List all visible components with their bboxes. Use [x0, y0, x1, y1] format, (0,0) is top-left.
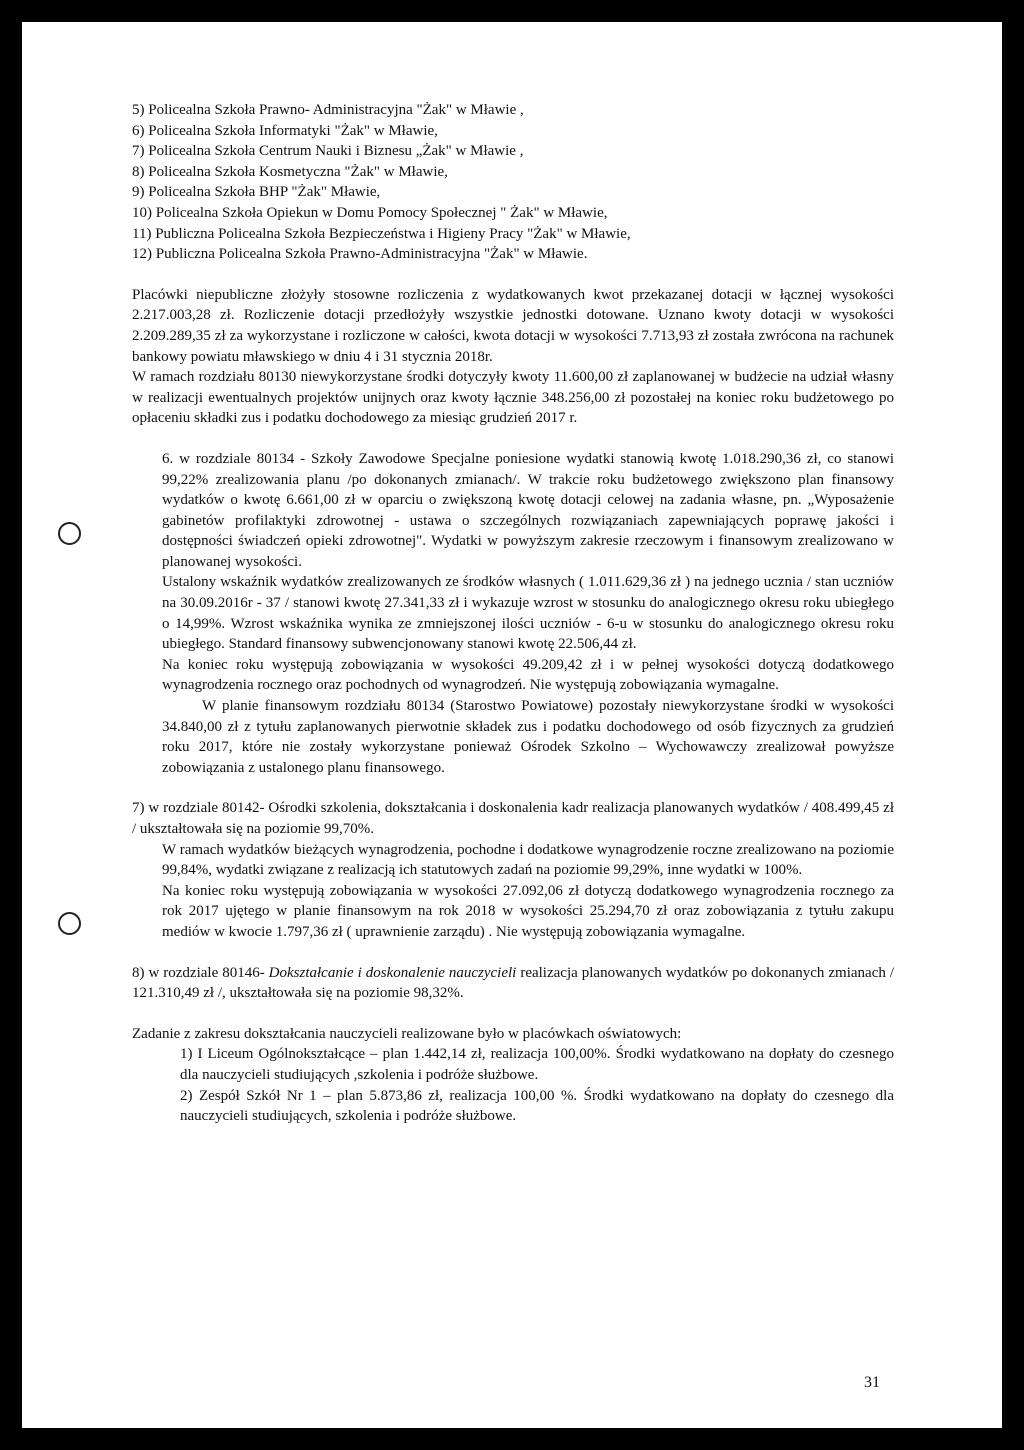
zadanie-item: 1) I Liceum Ogólnokształcące – plan 1.442,14 zł, realizacja 100,00%. Środki wydatkowano na dopłaty do czesnego dla nauczycieli studiujących ,szkolenia i podróże służbowe. — [180, 1046, 894, 1083]
section-6-paragraph: Na koniec roku występują zobowiązania w wysokości 49.209,42 zł i w pełnej wysokości dotyczą dodatkowego wynagrodzenia rocznego oraz pochodnych od wynagrodzeń. Nie występują zobowiązania wymagalne. — [162, 656, 894, 694]
document-body — [132, 100, 894, 1127]
section-6-paragraph: W planie finansowym rozdziału 80134 (Starostwo Powiatowe) pozostały niewykorzystane środki w wysokości 34.840,00 zł z tytułu zaplanowanych pierwotnie składek zus i podatku dochodowego od osób fizycznych za grudzień roku 2017, które nie zostały wykorzystane ponieważ Ośrodek Szkolno – Wychowawczy zrealizował powyższe zobowiązania z ustalonego planu finansowego. — [162, 698, 894, 776]
section-6-paragraph: Ustalony wskaźnik wydatków zrealizowanych ze środków własnych ( 1.011.629,36 zł ) na jednego ucznia / stan uczniów na 30.09.2016r - 37 / stanowi kwotę 27.341,33 zł i wykazuje wzrost w stosunku do analogicznego okresu roku ubiegłego o 14,99%. Wzrost wskaźnika wynika ze zmniejszonej ilości uczniów - 6-u w stosunku do analogicznego okresu roku ubiegłego. Standard finansowy subwencjonowany stanowi kwotę 22.506,44 zł. — [162, 574, 894, 653]
list-item: 8) Policealna Szkoła Kosmetyczna "Żak" w Mławie, — [132, 163, 448, 180]
paragraph-settlement: Placówki niepubliczne złożyły stosowne rozliczenia z wydatkowanych kwot przekazanej dotacji w łącznej wysokości 2.217.003,28 zł. Rozliczenie dotacji przedłożyły wszystkie jednostki dotowane. Uznano kwoty dotacji w wysokości 2.209.289,35 zł za wykorzystane i rozliczone w całości, kwota dotacji w wysokości 7.713,93 zł została zwrócona na rachunek bankowy powiatu mławskiego w dniu 4 i 31 stycznia 2018r. — [132, 286, 894, 365]
section-7-paragraph: 7) w rozdziale 80142- Ośrodki szkolenia, dokształcania i doskonalenia kadr realizacja planowanych wydatków / 408.499,45 zł / ukształtowała się na poziomie 99,70%. — [132, 800, 894, 837]
list-item: 11) Publiczna Policealna Szkoła Bezpieczeństwa i Higieny Pracy "Żak" w Mławie, — [132, 225, 631, 242]
section-8 — [132, 963, 894, 1004]
paragraph-80130: W ramach rozdziału 80130 niewykorzystane środki dotyczyły kwoty 11.600,00 zł zaplanowanej w budżecie na udział własny w realizacji ewentualnych projektów unijnych oraz kwoty łącznie 348.256,00 zł pozostałej na koniec roku budżetowego po opłaceniu składki zus i podatku dochodowego za miesiąc grudzień 2017 r. — [132, 369, 894, 427]
list-item: 9) Policealna Szkoła BHP "Żak" Mławie, — [132, 184, 381, 201]
section-6-paragraph: 6. w rozdziale 80134 - Szkoły Zawodowe Specjalne poniesione wydatki stanowią kwotę 1.018.290,36 zł, co stanowi 99,22% zrealizowania planu /po dokonanych zmianach/. W trakcie roku budżetowego zwiększono plan finansowy wydatków o kwotę 6.661,00 zł w oparciu o zwiększoną kwotę dotacji celowej na zadania własne, pn. „Wyposażenie gabinetów profilaktyki zdrowotnej - ustawa o szczególnych rozwiązaniach zapewniających poprawę jakości i dostępności świadczeń opieki zdrowotnej". Wydatki w powyższym zakresie rzeczowym i finansowym zrealizowano w planowanej wysokości. — [162, 450, 894, 570]
school-list — [132, 100, 894, 265]
punch-hole-icon — [58, 912, 81, 935]
section-8-suffix: realizacja planowanych wydatków po dokonanych zmianach / 121.310,49 zł /, ukształtowała się na poziomie 98,32%. — [132, 964, 894, 1002]
list-item: 12) Publiczna Policealna Szkoła Prawno-Administracyjna "Żak" w Mławie. — [132, 246, 588, 263]
punch-hole-icon — [58, 522, 81, 545]
document-page — [22, 22, 1002, 1428]
list-item: 6) Policealna Szkoła Informatyki "Żak" w Mławie, — [132, 122, 438, 139]
list-item: 5) Policealna Szkoła Prawno- Administracyjna "Żak" w Mławie , — [132, 102, 524, 118]
page-number: 31 — [864, 1374, 880, 1391]
section-7-paragraph: Na koniec roku występują zobowiązania w wysokości 27.092,06 zł dotyczą dodatkowego wynagrodzenia rocznego za rok 2017 ujętego w planie finansowym na rok 2018 w wysokości 25.294,70 zł oraz zobowiązania z tytułu zakupu mediów w kwocie 1.797,36 zł ( uprawnienie zarządu) . Nie występują zobowiązania wymagalne. — [162, 882, 894, 940]
section-7 — [132, 798, 894, 942]
zadanie-intro: Zadanie z zakresu dokształcania nauczycieli realizowane było w placówkach oświatowych: — [132, 1025, 682, 1042]
section-8-prefix: 8) w rozdziale 80146- — [132, 964, 269, 981]
zadanie-item: 2) Zespół Szkół Nr 1 – plan 5.873,86 zł, realizacja 100,00 %. Środki wydatkowano na dopłaty do czesnego dla nauczycieli studiujących, szkolenia i podróże służbowe. — [180, 1087, 894, 1125]
list-item: 10) Policealna Szkoła Opiekun w Domu Pomocy Społecznej " Żak" w Mławie, — [132, 204, 608, 221]
section-8-title: Dokształcanie i doskonalenie nauczycieli — [268, 964, 517, 981]
section-6 — [132, 449, 894, 779]
section-7-paragraph: W ramach wydatków bieżących wynagrodzenia, pochodne i dodatkowe wynagrodzenie roczne zrealizowano na poziomie 99,84%, wydatki związane z realizacją ich statutowych zadań na poziomie 99,29%, inne wydatki w 100%. — [162, 841, 894, 879]
list-item: 7) Policealna Szkoła Centrum Nauki i Biznesu „Żak" w Mławie , — [132, 143, 524, 160]
